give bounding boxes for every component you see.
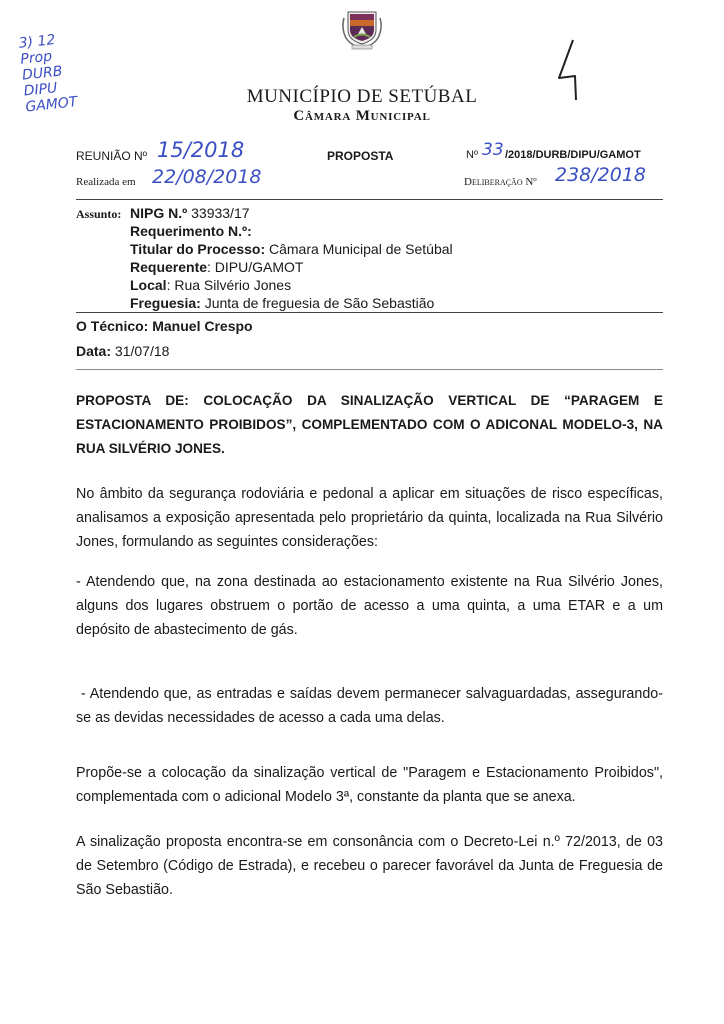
municipality-title: MUNICÍPIO DE SETÚBAL <box>246 86 478 107</box>
realizada-value: 22/08/2018 <box>152 166 262 188</box>
coat-of-arms-icon <box>340 8 384 50</box>
proposal-number-value: 33 <box>482 140 504 160</box>
paragraph: No âmbito da segurança rodoviária e pedonal a aplicar em situações de risco específicas, analisamos a exposição apresentada pelo proprietário da quinta, localizada na Rua Silvério Jones, formulando as seguintes considerações: <box>76 486 663 550</box>
freguesia-line: Freguesia: Junta de freguesia de São Sebastião <box>130 295 435 311</box>
chamber-title: Câmara Municipal <box>293 108 431 124</box>
paragraph: - Atendendo que, as entradas e saídas devem permanecer salvaguardadas, assegurando-se as devidas necessidades de acesso a cada uma delas. <box>76 686 663 726</box>
paragraph: Propõe-se a colocação da sinalização vertical de "Paragem e Estacionamento Proibidos", complementada com o adicional Modelo 3ª, constante da planta que se anexa. <box>76 765 663 805</box>
nipg-line: NIPG N.º 33933/17 <box>130 205 250 221</box>
margin-note-line: 3) 12 <box>18 32 57 52</box>
page-mark-text: 4 <box>555 38 556 39</box>
margin-note-line: GAMOT <box>24 94 79 116</box>
proposal-number-suffix: /2018/DURB/DIPU/GAMOT <box>505 149 641 161</box>
margin-note-line: DURB <box>21 63 64 84</box>
local-line: Local: Rua Silvério Jones <box>130 277 292 293</box>
requerimento-line: Requerimento N.º: <box>130 223 252 239</box>
paragraph: - Atendendo que, na zona destinada ao estacionamento existente na Rua Silvério Jones, alguns dos lugares obstruem o portão de acesso a uma quinta, a uma ETAR e a um depósito de abastecimento de gás. <box>76 574 663 638</box>
deliberacao-label: Deliberação Nº <box>464 176 537 188</box>
proposta-label: PROPOSTA <box>327 149 394 163</box>
reuniao-value: 15/2018 <box>157 138 245 162</box>
paragraph: A sinalização proposta encontra-se em consonância com o Decreto-Lei n.º 72/2013, de 03 de Setembro (Código de Estrada), e recebeu o parecer favorável da Junta de Freguesia de São Sebastião. <box>76 834 663 898</box>
margin-note-line: Prop <box>19 48 53 68</box>
assunto-block <box>130 204 453 312</box>
realizada-label: Realizada em <box>76 176 136 188</box>
proposal-number-label: Nº <box>466 149 478 161</box>
tecnico-line: O Técnico: Manuel Crespo <box>76 318 253 334</box>
requerente-line: Requerente: DIPU/GAMOT <box>130 259 304 275</box>
reuniao-label: REUNIÃO Nº <box>76 149 148 163</box>
proposal-title: PROPOSTA DE: COLOCAÇÃO DA SINALIZAÇÃO VERTICAL DE “PARAGEM E ESTACIONAMENTO PROIBIDOS”, COMPLEMENTADO COM O ADICONAL MODELO-3, NA RUA SILVÉRIO JONES. <box>76 393 663 456</box>
data-line: Data: 31/07/18 <box>76 343 170 359</box>
margin-note-line: DIPU <box>23 80 59 100</box>
divider <box>76 199 663 200</box>
titular-line: Titular do Processo: Câmara Municipal de Setúbal <box>130 241 453 257</box>
deliberacao-value: 238/2018 <box>555 164 647 186</box>
divider <box>76 369 663 370</box>
divider <box>76 312 663 313</box>
assunto-label: Assunto: <box>76 207 122 221</box>
